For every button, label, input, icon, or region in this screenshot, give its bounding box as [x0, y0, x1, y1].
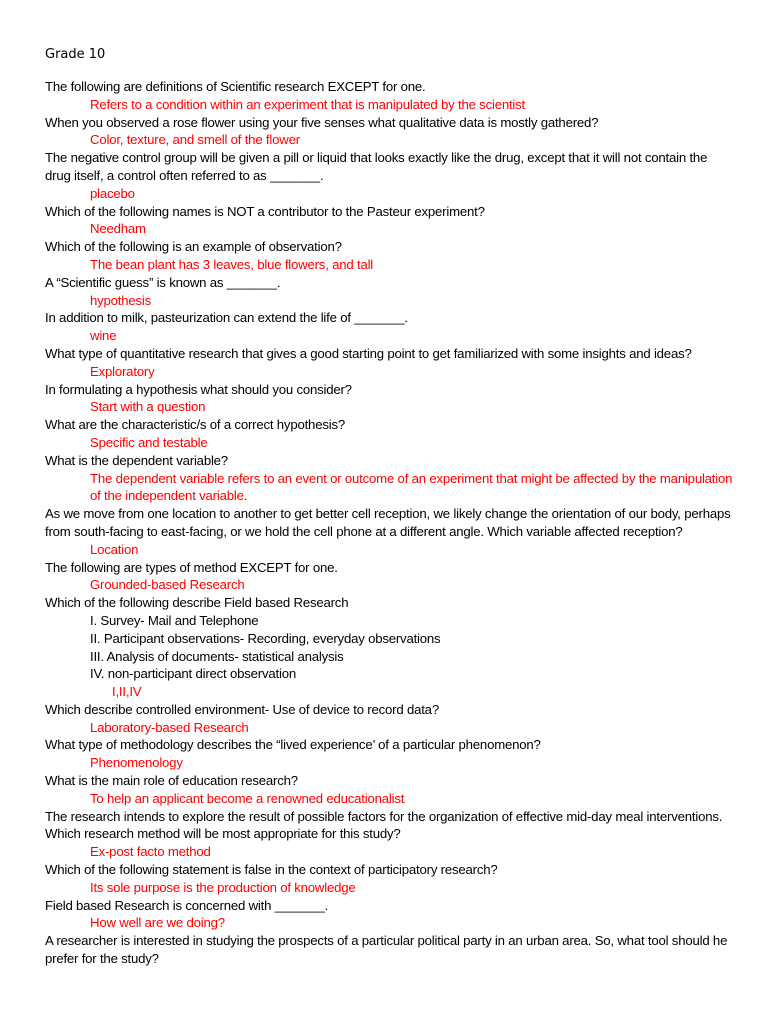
- question-text: Field based Research is concerned with _______.: [45, 897, 329, 913]
- answer-text: hypothesis: [90, 292, 152, 308]
- question-item: [45, 78, 735, 114]
- question-item: [45, 701, 735, 737]
- answer-text: To help an applicant become a renowned educationalist: [90, 790, 405, 806]
- question-text: What is the dependent variable?: [45, 452, 228, 468]
- question-item: [45, 594, 735, 701]
- question-text: The research intends to explore the result of possible factors for the organization of effective mid-day meal interventions. Which research method will be most appropriate for this study?: [45, 808, 723, 842]
- question-item: [45, 897, 735, 933]
- question-text: The following are definitions of Scientific research EXCEPT for one.: [45, 79, 426, 94]
- question-item: [45, 114, 735, 150]
- question-text: What are the characteristic/s of a correct hypothesis?: [45, 417, 345, 433]
- question-item: [45, 452, 735, 505]
- answer-text: The bean plant has 3 leaves, blue flowers, and tall: [90, 256, 374, 272]
- question-text: A researcher is interested in studying the prospects of a particular political party in an urban area. So, what tool should he prefer for the study?: [45, 933, 728, 967]
- answer-text: The dependent variable refers to an event or outcome of an experiment that might be affected by the manipulation of the independent variable.: [90, 470, 733, 504]
- answer-text: How well are we doing?: [90, 915, 225, 931]
- answer-text: Start with a question: [90, 399, 206, 415]
- option-text: I. Survey- Mail and Telephone: [90, 612, 259, 628]
- question-item: [45, 274, 735, 310]
- grade-heading: Grade 10: [45, 47, 106, 62]
- option-text: III. Analysis of documents- statistical analysis: [90, 648, 344, 664]
- question-text: Which of the following names is NOT a contributor to the Pasteur experiment?: [45, 203, 485, 219]
- question-item: [45, 309, 735, 345]
- question-item: [45, 736, 735, 772]
- answer-text: Grounded-based Research: [90, 577, 245, 593]
- question-text: A “Scientific guess” is known as _______.: [45, 274, 281, 290]
- answer-text: Needham: [90, 221, 146, 237]
- question-item: [45, 861, 735, 897]
- answer-text: Exploratory: [90, 363, 155, 379]
- question-text: When you observed a rose flower using your five senses what qualitative data is mostly gathered?: [45, 114, 599, 130]
- question-list: [45, 78, 735, 968]
- answer-text: Its sole purpose is the production of knowledge: [90, 879, 356, 895]
- answer-text: Refers to a condition within an experiment that is manipulated by the scientist: [90, 96, 526, 112]
- question-text: In addition to milk, pasteurization can extend the life of _______.: [45, 310, 408, 326]
- question-text: As we move from one location to another to get better cell reception, we likely change the orientation of our body, perhaps from south-facing to east-facing, or we hold the cell phone at a different angle. Which variable affected reception?: [45, 506, 731, 539]
- answer-text: I,II,IV: [112, 684, 142, 700]
- question-item: [45, 772, 735, 808]
- answer-text: Specific and testable: [90, 434, 208, 450]
- question-item: [45, 381, 735, 417]
- question-text: What type of quantitative research that gives a good starting point to get familiarized with some insights and ideas?: [45, 345, 692, 361]
- question-item: [45, 416, 735, 452]
- question-text: Which of the following describe Field based Research: [45, 595, 349, 611]
- question-text: The following are types of method EXCEPT for one.: [45, 559, 338, 575]
- question-item: [45, 808, 735, 861]
- question-text: Which of the following statement is false in the context of participatory research?: [45, 862, 498, 878]
- answer-text: placebo: [90, 185, 135, 201]
- question-item: [45, 505, 735, 558]
- answer-text: Ex-post facto method: [90, 844, 211, 860]
- answer-text: Phenomenology: [90, 755, 183, 771]
- question-item: [45, 238, 735, 274]
- question-text: In formulating a hypothesis what should you consider?: [45, 381, 352, 397]
- document-page: [45, 46, 735, 968]
- option-text: II. Participant observations- Recording, everyday observations: [90, 630, 441, 646]
- question-item: [45, 932, 735, 968]
- question-text: Which of the following is an example of observation?: [45, 239, 342, 255]
- question-item: [45, 559, 735, 595]
- question-item: [45, 203, 735, 239]
- question-text: The negative control group will be given a pill or liquid that looks exactly like the drug, except that it will not contain the drug itself, a control often referred to as _______.: [45, 150, 708, 183]
- question-item: [45, 345, 735, 381]
- question-item: [45, 149, 735, 202]
- answer-text: wine: [90, 328, 117, 344]
- answer-text: Color, texture, and smell of the flower: [90, 132, 300, 148]
- question-text: What type of methodology describes the “lived experience’ of a particular phenomenon?: [45, 737, 541, 753]
- answer-text: Laboratory-based Research: [90, 719, 249, 735]
- option-text: IV. non-participant direct observation: [90, 666, 296, 682]
- answer-text: Location: [90, 541, 139, 557]
- question-text: Which describe controlled environment- Use of device to record data?: [45, 701, 439, 717]
- question-text: What is the main role of education research?: [45, 773, 298, 789]
